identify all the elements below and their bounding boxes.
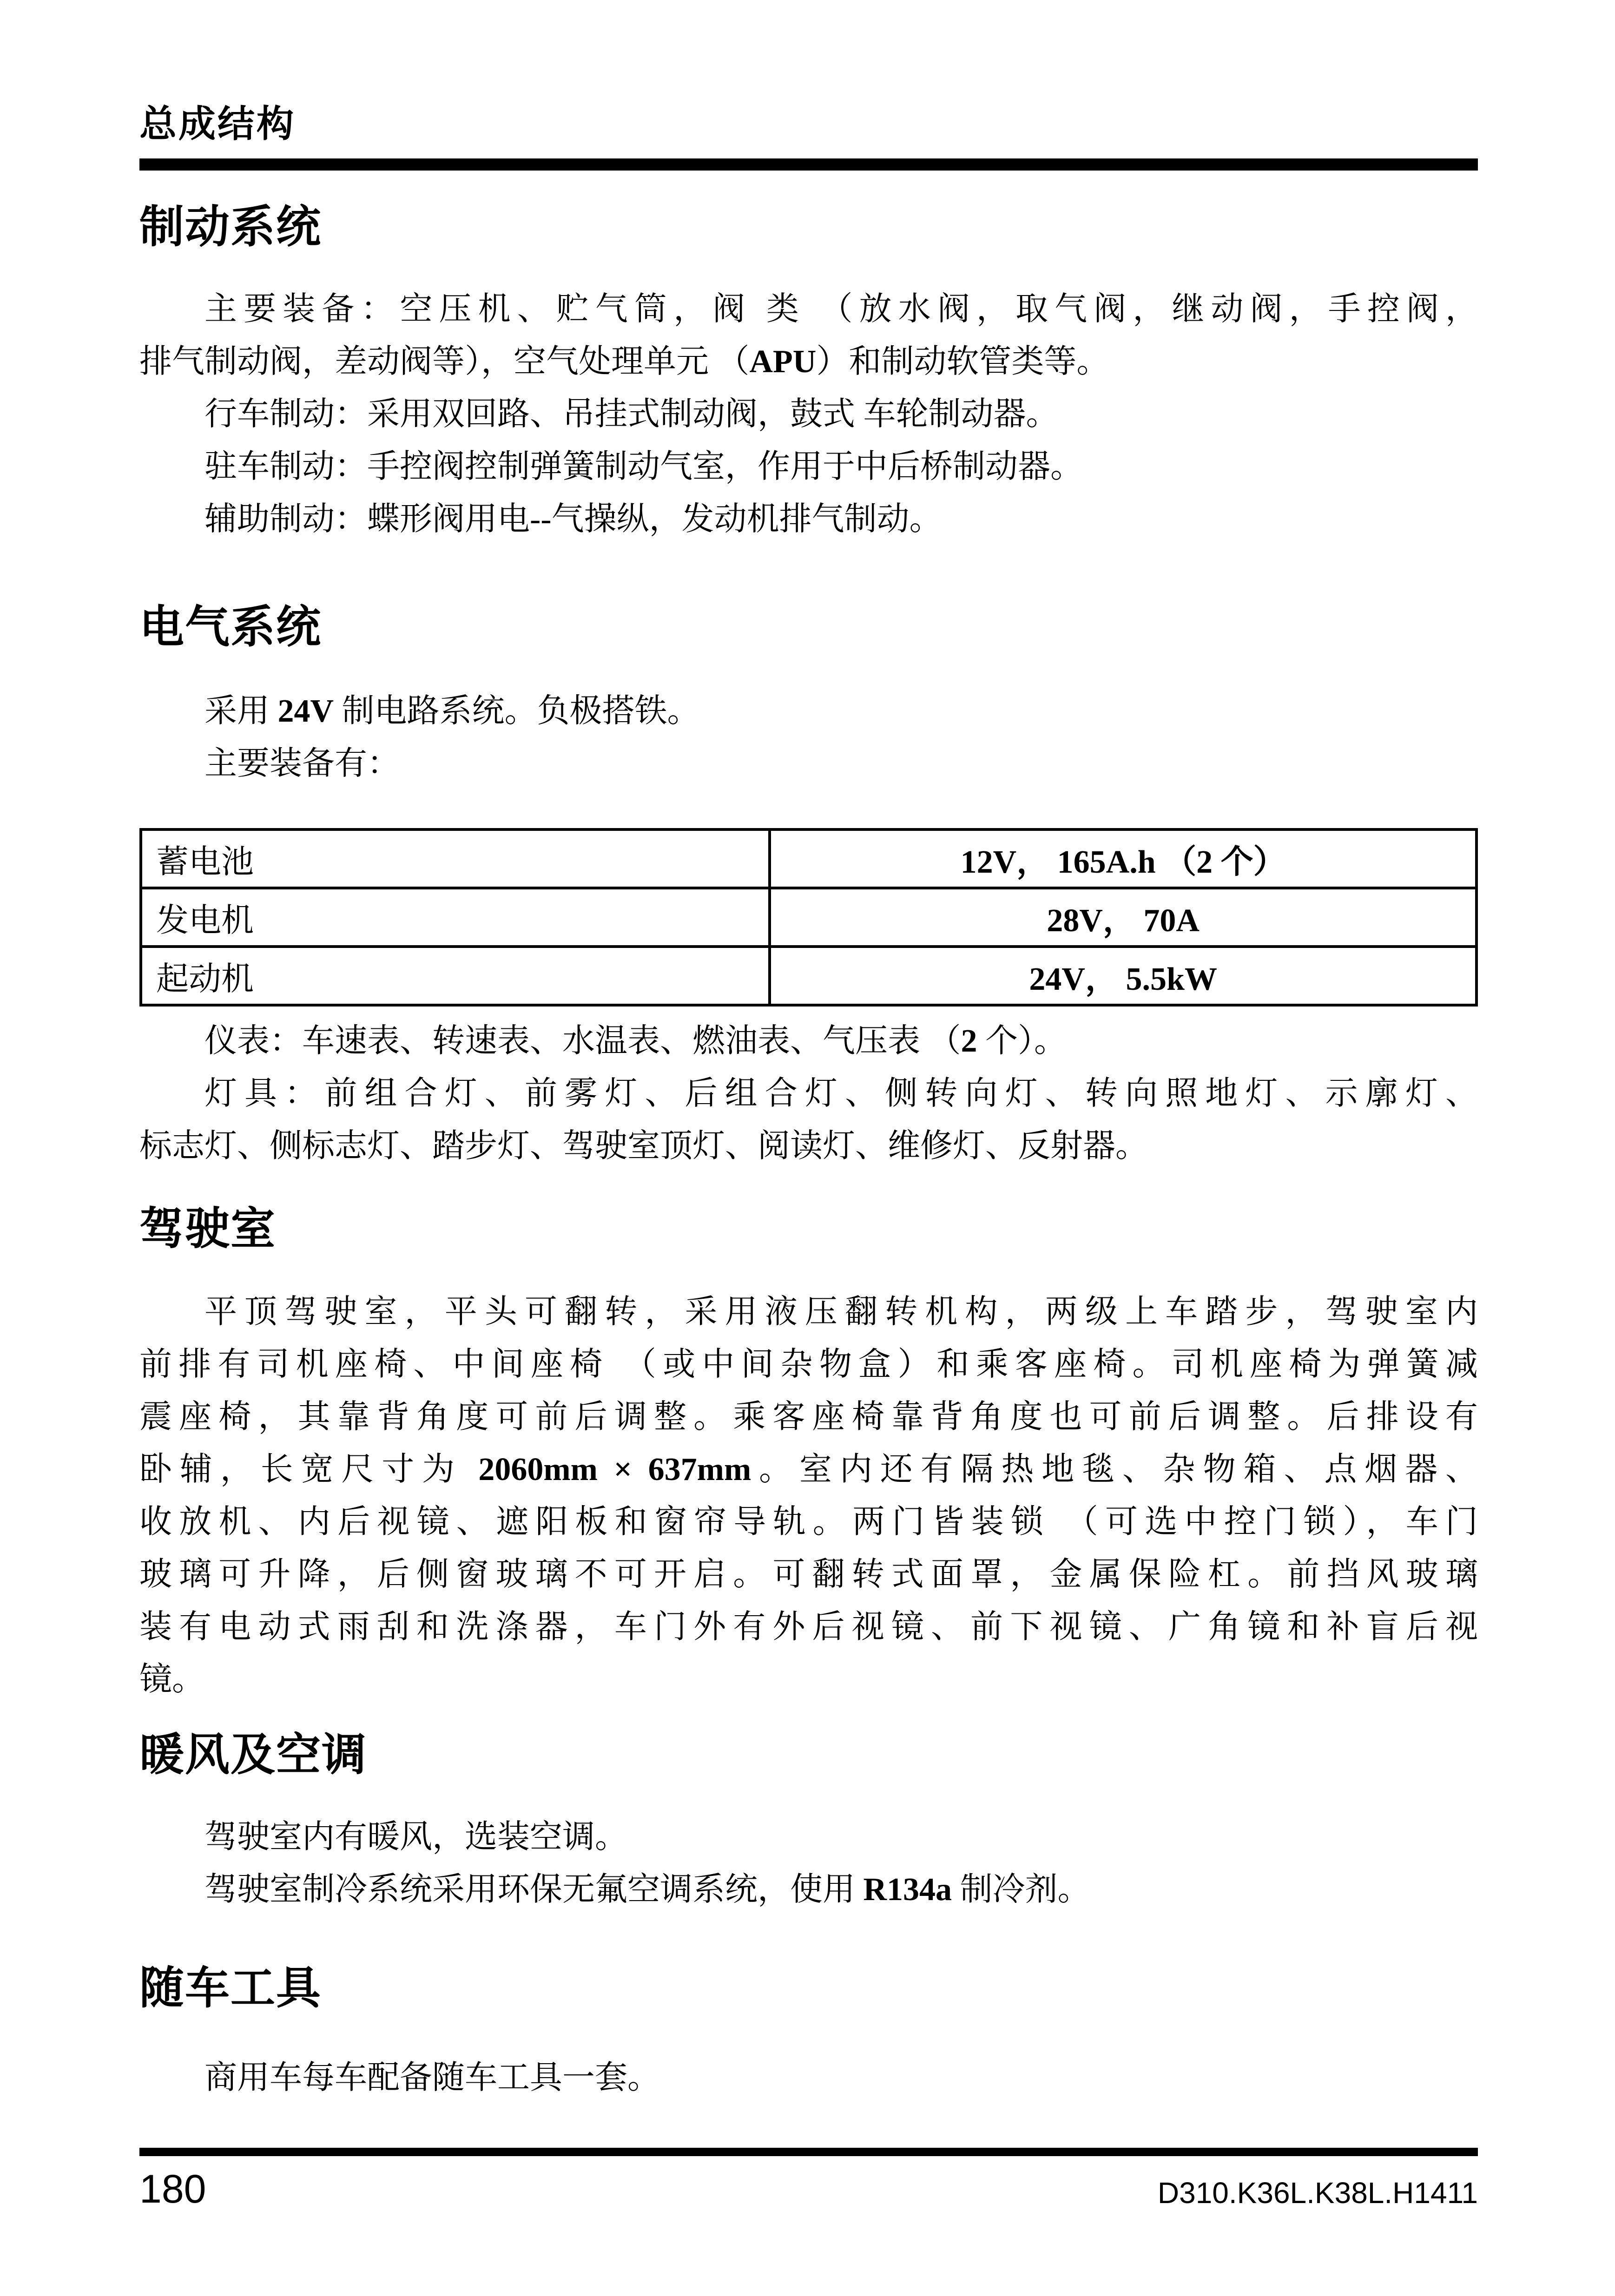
header-rule [139, 158, 1478, 171]
text-segment: 仪表：车速表、转速表、水温表、燃油表、气压表 （ [204, 1023, 961, 1059]
paragraph-cab [139, 1286, 1478, 1706]
page-footer-bar [139, 2148, 1478, 2156]
text-segment: 商用车每车配备随车工具一套。 [204, 2060, 660, 2096]
text-line [139, 737, 1478, 790]
row-label: 蓄电池 [141, 829, 770, 888]
text-line [139, 1811, 1478, 1863]
page-number: 180 [139, 2167, 206, 2211]
text-segment: 震座椅，其靠背角度可前后调整。乘客座椅靠背角度也可前后调整。后排设有 [139, 1399, 1478, 1435]
section-heading-electrical: 电气系统 [139, 602, 322, 652]
section-heading-brake: 制动系统 [139, 202, 322, 252]
text-line [139, 1286, 1478, 1338]
text-segment: 驾驶室制冷系统采用环保无氟空调系统，使用 [204, 1872, 864, 1908]
row-value: 12V， 165A.h （2 个） [770, 829, 1477, 888]
text-segment-bold: 24V [277, 693, 334, 729]
text-line [139, 685, 1478, 737]
page-header-title: 总成结构 [139, 103, 296, 145]
paragraph-electrical-extras [139, 1015, 1478, 1172]
text-line [139, 1496, 1478, 1548]
text-line [139, 1601, 1478, 1653]
text-segment: 驻车制动：手控阀控制弹簧制动气室，作用于中后桥制动器。 [204, 449, 1083, 485]
section-heading-tools: 随车工具 [139, 1963, 322, 2013]
text-line [139, 388, 1478, 441]
text-line [139, 1863, 1478, 1916]
text-segment: 行车制动：采用双回路、吊挂式制动阀，鼓式 车轮制动器。 [204, 396, 1059, 432]
text-segment: 制电路系统。负极搭铁。 [334, 693, 700, 729]
text-segment: 制冷剂。 [952, 1872, 1090, 1908]
section-heading-hvac: 暖风及空调 [139, 1730, 367, 1780]
text-line [139, 1120, 1478, 1172]
row-value: 24V， 5.5kW [770, 947, 1477, 1005]
paragraph-hvac [139, 1811, 1478, 1916]
text-segment: 主要装备：空压机、贮气筒，阀 类 （放水阀，取气阀，继动阀，手控阀， [204, 291, 1478, 327]
text-segment: ）和制动软管类等。 [816, 344, 1109, 380]
text-line [139, 1391, 1478, 1443]
paragraph-tools [139, 2052, 1478, 2104]
row-label: 起动机 [141, 947, 770, 1005]
text-line [139, 2052, 1478, 2104]
text-segment: 主要装备有： [204, 746, 400, 782]
text-segment: 个）。 [977, 1023, 1067, 1059]
table-row [141, 829, 1477, 888]
text-line [139, 1338, 1478, 1391]
row-value: 28V， 70A [770, 888, 1477, 947]
section-heading-cab: 驾驶室 [139, 1204, 276, 1254]
text-segment: 收放机、内后视镜、遮阳板和窗帘导轨。两门皆装锁 （可选中控门锁），车门 [139, 1504, 1478, 1540]
text-segment: 平顶驾驶室，平头可翻转，采用液压翻转机构，两级上车踏步，驾驶室内 [204, 1294, 1478, 1330]
text-segment: 玻璃可升降，后侧窗玻璃不可开启。可翻转式面罩，金属保险杠。前挡风玻璃 [139, 1557, 1478, 1592]
text-segment-bold: R134a [863, 1872, 952, 1908]
row-label: 发电机 [141, 888, 770, 947]
text-segment: 采用 [204, 693, 278, 729]
spec-table [139, 828, 1478, 1007]
text-segment-bold: 2 [961, 1023, 977, 1059]
text-segment: 驾驶室内有暖风，选装空调。 [204, 1819, 627, 1855]
text-segment: 。室内还有隔热地毯、杂物箱、点烟器、 [751, 1452, 1478, 1487]
text-line [139, 493, 1478, 546]
text-segment: 卧辅，长宽尺寸为 [139, 1452, 479, 1487]
text-line [139, 441, 1478, 493]
text-segment: 前排有司机座椅、中间座椅 （或中间杂物盒）和乘客座椅。司机座椅为弹簧减 [139, 1347, 1478, 1382]
text-segment: 排气制动阀，差动阀等），空气处理单元 （ [139, 344, 750, 380]
text-segment: 镜。 [139, 1662, 204, 1697]
paragraph-electrical-intro [139, 685, 1478, 790]
text-line [139, 1653, 1478, 1706]
text-line [139, 1067, 1478, 1120]
text-line [139, 1443, 1478, 1496]
text-line [139, 1548, 1478, 1601]
text-line [139, 283, 1478, 336]
text-segment-bold: 2060mm × 637mm [478, 1452, 751, 1487]
text-segment: 标志灯、侧标志灯、踏步灯、驾驶室顶灯、阅读灯、维修灯、反射器。 [139, 1128, 1148, 1164]
table-row [141, 947, 1477, 1005]
table-row [141, 888, 1477, 947]
text-segment: 辅助制动：蝶形阀用电--气操纵，发动机排气制动。 [204, 501, 942, 537]
page-footer [139, 2168, 1478, 2214]
text-line [139, 1015, 1478, 1067]
text-line [139, 336, 1478, 388]
paragraph-brake [139, 283, 1478, 546]
text-segment: 装有电动式雨刮和洗涤器，车门外有外后视镜、前下视镜、广角镜和补盲后视 [139, 1609, 1478, 1645]
doc-code: D310.K36L.K38L.H1411 [1157, 2176, 1478, 2210]
text-segment: 灯具：前组合灯、前雾灯、后组合灯、侧转向灯、转向照地灯、示廓灯、 [204, 1076, 1478, 1112]
text-segment-bold: APU [749, 344, 817, 380]
